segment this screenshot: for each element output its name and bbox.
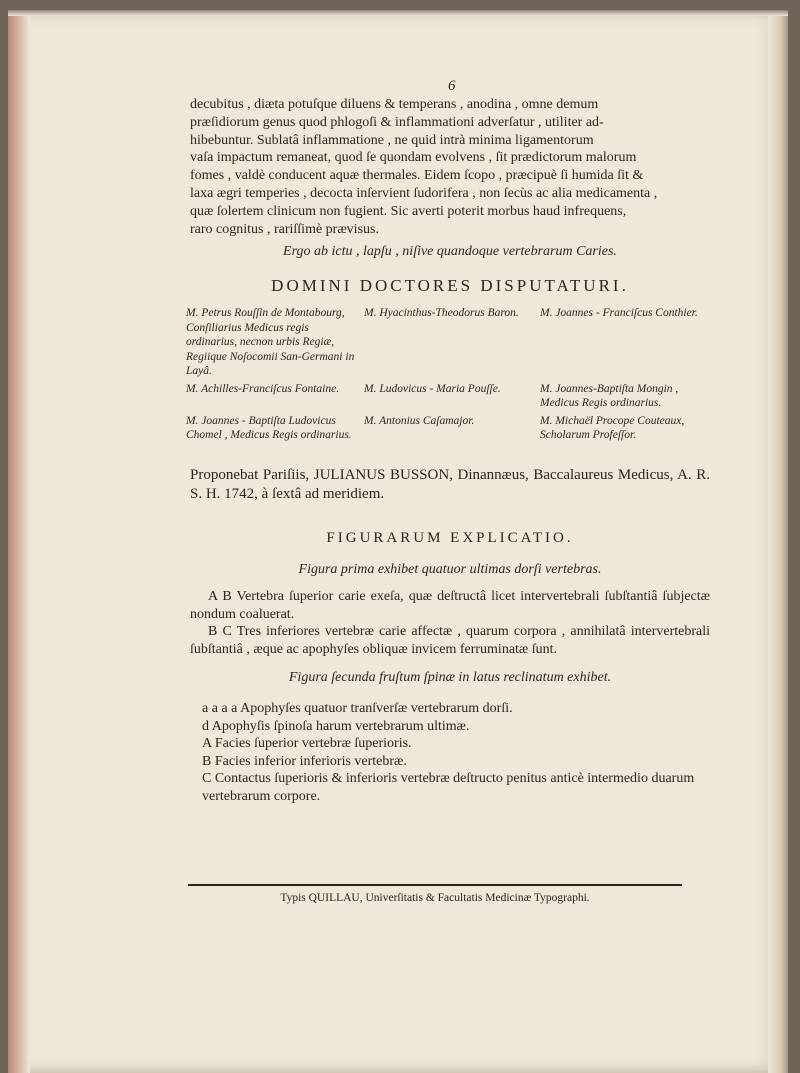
body-line: raro cognitus , rariſſimè prævisus. [190, 221, 379, 237]
doctors-list [186, 306, 716, 443]
page-number: 6 [448, 78, 456, 94]
doctor-entry: M. Joannes-Baptiſta Mongin , Medicus Regis ordinarius. [540, 382, 679, 409]
figure2-item: a a a a Apophyſes quatuor tranſverſæ vertebrarum dorſi. [202, 701, 513, 716]
doctor-entry: M. Achilles-Franciſcus Fontaine. [186, 382, 340, 395]
figure2-explanation [190, 700, 710, 805]
doctors-heading: DOMINI DOCTORES DISPUTATURI. [271, 276, 629, 295]
body-line: fomes , valdè conducent aquæ thermales. Eidem ſcopo , præcipuè ſi humida ſit & [190, 168, 644, 184]
figure2-item: d Apophyſis ſpinoſa harum vertebrarum ultimæ. [202, 718, 470, 734]
doctor-entry: M. Joannes - Franciſcus Conthier. [540, 307, 698, 319]
page-gutter [8, 10, 30, 1073]
body-line: decubitus , diæta potuſque diluens & temperans , anodina , omne demum [190, 97, 599, 112]
thesis-conclusion: Ergo ab ictu , lapſu , niſive quandoque vertebrarum Caries. [283, 244, 617, 259]
figure2-heading: Figura ſecunda fruſtum ſpinæ in latus reclinatum exhibet. [288, 670, 612, 685]
figure1-heading: Figura prima exhibet quatuor ultimas dorſi vertebras. [298, 562, 602, 577]
printer-imprint: Typis QUILLAU, Univerſitatis & Facultatis Medicinæ Typographi. [280, 892, 590, 904]
body-line: quæ ſolertem clinicum non fugient. Sic averti poterit morbus haud infrequens, [190, 203, 627, 219]
doctor-entry: M. Michaël Procope Couteaux, Scholarum Profeſſor. [540, 414, 685, 441]
figure1-item: A B Vertebra ſuperior carie exeſa, quæ deſtructâ licet intervertebrali ſubſtantiâ ſubjectæ nondum coaluerat. [190, 589, 710, 622]
body-line: præſidiorum genus quod phlogoſi & inflammationi adverſatur , utiliter ad- [190, 114, 604, 130]
body-line: laxa ægri temperies , decocta inſervient ſudorifera , non ſecùs ac alia medicamenta , [190, 185, 658, 201]
footer-rule [188, 884, 682, 886]
doctor-entry: M. Joannes - Baptiſta Ludovicus Chomel , Medicus Regis ordinarius. [186, 414, 352, 441]
figure2-item: A Facies ſuperior vertebræ ſuperioris. [202, 736, 412, 751]
doctor-entry: M. Antonius Caſamajor. [364, 414, 475, 427]
figure2-item: B Facies inferior inferioris vertebræ. [202, 753, 407, 769]
body-line: hibebuntur. Sublatâ inflammatione , ne quid intrà minima ligamentorum [190, 132, 594, 148]
figures-heading: FIGURARUM EXPLICATIO. [326, 530, 574, 546]
figure1-explanation [190, 588, 710, 658]
body-paragraph [190, 96, 710, 238]
proponebat-statement: Proponebat Pariſiis, JULIANUS BUSSON, Dinannæus, Baccalaureus Medicus, A. R. S. H. 1742, à ſextâ ad meridiem. [190, 467, 710, 502]
doctor-entry: M. Petrus Rouſſin de Montabourg, Conſiliarius Medicus regis ordinarius, necnon urbis Regiæ, Regiique Noſocomii San-Germani in Layâ. [186, 307, 355, 377]
page-top-edge [8, 10, 788, 16]
figure1-item: B C Tres inferiores vertebræ carie affectæ , quarum corpora , annihilatâ intervertebrali ſubſtantiâ , æque ac apophyſes obliquæ invicem ferruminatæ ſunt. [190, 624, 710, 657]
page-edge [768, 10, 788, 1073]
figure2-item: C Contactus ſuperioris & inferioris vertebræ deſtructo penitus anticè intermedio duarum vertebrarum corpore. [202, 771, 695, 804]
doctor-entry: M. Hyacinthus-Theodorus Baron. [364, 307, 519, 319]
doctor-entry: M. Ludovicus - Maria Pouſſe. [364, 382, 501, 395]
body-line: vaſa impactum remaneat, quod ſe quondam evolvens , ſit prædictorum malorum [190, 150, 637, 166]
